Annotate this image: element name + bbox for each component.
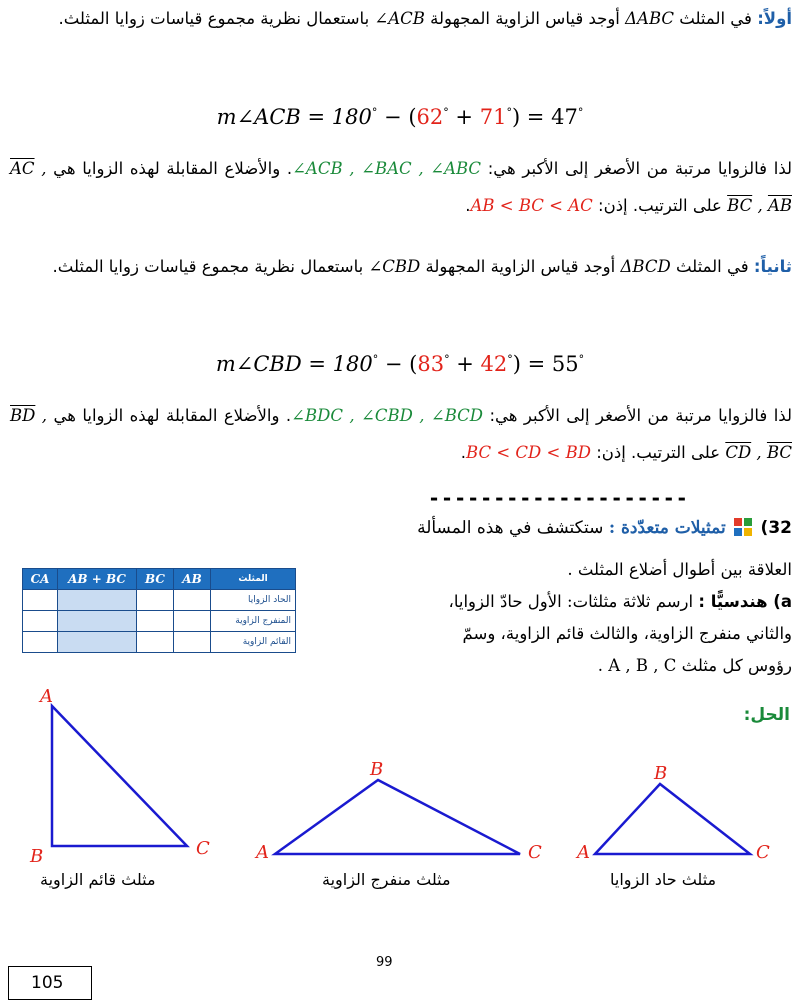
table-row: الحاد الزوايا bbox=[23, 590, 296, 611]
part1-order-angles: ∠ACB , ∠BAC , ∠ABC bbox=[292, 159, 482, 178]
right-vertex-a: A bbox=[40, 686, 53, 707]
obtuse-vertex-a: A bbox=[256, 842, 269, 863]
obtuse-vertex-c: C bbox=[528, 842, 542, 863]
table-header-row: CA AB + BC BC AB المثلث bbox=[23, 569, 296, 590]
part2-order: لذا فالزوايا مرتبة من الأصغر إلى الأكبر هي: ∠BDC , ∠CBD , ∠BCD. والأضلاع المقابلة لهذه الزوايا هي $\overline{BD}$ , $\overline{CD}$ , $\overline{BC}$ على الترتيب. إذن: BC < CD < BD. bbox=[10, 406, 792, 462]
right-triangle-caption: مثلث قائم الزاوية bbox=[40, 870, 156, 889]
obtuse-triangle bbox=[254, 759, 542, 863]
solution-label: الحل: bbox=[743, 705, 790, 725]
part-a-line3: رؤوس كل مثلث A , B , C . bbox=[597, 656, 792, 675]
separator: -------------------- bbox=[428, 486, 689, 510]
part1-order: لذا فالزوايا مرتبة من الأصغر إلى الأكبر هي: ∠ACB , ∠BAC , ∠ABC. والأضلاع المقابلة لهذه الزوايا هي $\overline{AC}$ , $\overline{BC}$ , $\overline{AB}$ على الترتيب. إذن: AB < BC < AC. bbox=[10, 159, 793, 215]
right-vertex-c: C bbox=[196, 838, 210, 859]
part-a-line2: والثاني منفرج الزاوية، والثالث قائم الزاوية، وسمّ bbox=[462, 624, 792, 643]
part1-intro: أولاً: في المثلث ΔABC أوجد قياس الزاوية المجهولة ∠ACB باستعمال نظرية مجموع قياسات زوايا المثلث. bbox=[58, 9, 792, 28]
acute-vertex-a: A bbox=[577, 842, 590, 863]
acute-triangle-caption: مثلث حاد الزوايا bbox=[610, 870, 717, 889]
page-box-number: 105 bbox=[8, 966, 92, 1000]
problem-intro: ستكتشف في هذه المسألة bbox=[417, 518, 604, 538]
acute-triangle bbox=[575, 763, 770, 863]
part-a-label: a) هندسيًّا : bbox=[698, 592, 792, 611]
problem-number: 32) bbox=[760, 518, 792, 538]
acute-vertex-b: B bbox=[654, 763, 668, 784]
acute-vertex-c: C bbox=[756, 842, 770, 863]
right-vertex-b: B bbox=[30, 846, 44, 867]
right-triangle bbox=[29, 686, 210, 867]
table-row: المنفرج الزاوية bbox=[23, 611, 296, 632]
part-a-line1: a) هندسيًّا : ارسم ثلاثة مثلثات: الأول حادّ الزوايا، bbox=[448, 592, 792, 611]
obtuse-vertex-b: B bbox=[370, 759, 384, 780]
problem-title: تمثيلات متعدّدة : bbox=[608, 518, 726, 538]
part2-inequality: BC < CD < BD bbox=[466, 443, 591, 462]
problem-line2: العلاقة بين أطوال أضلاع المثلث . bbox=[567, 560, 792, 579]
part2-intro: ثانياً: في المثلث ΔBCD أوجد قياس الزاوية المجهولة ∠CBD باستعمال نظرية مجموع قياسات زوايا المثلث. bbox=[52, 257, 792, 276]
obtuse-triangle-caption: مثلث منفرج الزاوية bbox=[322, 870, 451, 889]
part2-label: ثانياً: bbox=[753, 257, 792, 276]
part1-triangle: ΔABC bbox=[625, 9, 675, 28]
part1-equation: m∠ACB = 180° − (62° + 71°) = 47° bbox=[216, 105, 584, 129]
part2-equation: m∠CBD = 180° − (83° + 42°) = 55° bbox=[215, 352, 585, 376]
part1-inequality: AB < BC < AC bbox=[470, 196, 593, 215]
part1-unknown-angle: ∠ACB bbox=[374, 9, 425, 28]
page-number: 99 bbox=[376, 955, 393, 970]
part2-triangle: ΔBCD bbox=[620, 257, 671, 276]
part2-unknown-angle: ∠CBD bbox=[368, 257, 421, 276]
part2-order-angles: ∠BDC , ∠CBD , ∠BCD bbox=[291, 406, 484, 425]
table-row: القائم الزاوية bbox=[23, 632, 296, 653]
part1-label: أولاً: bbox=[757, 9, 792, 28]
